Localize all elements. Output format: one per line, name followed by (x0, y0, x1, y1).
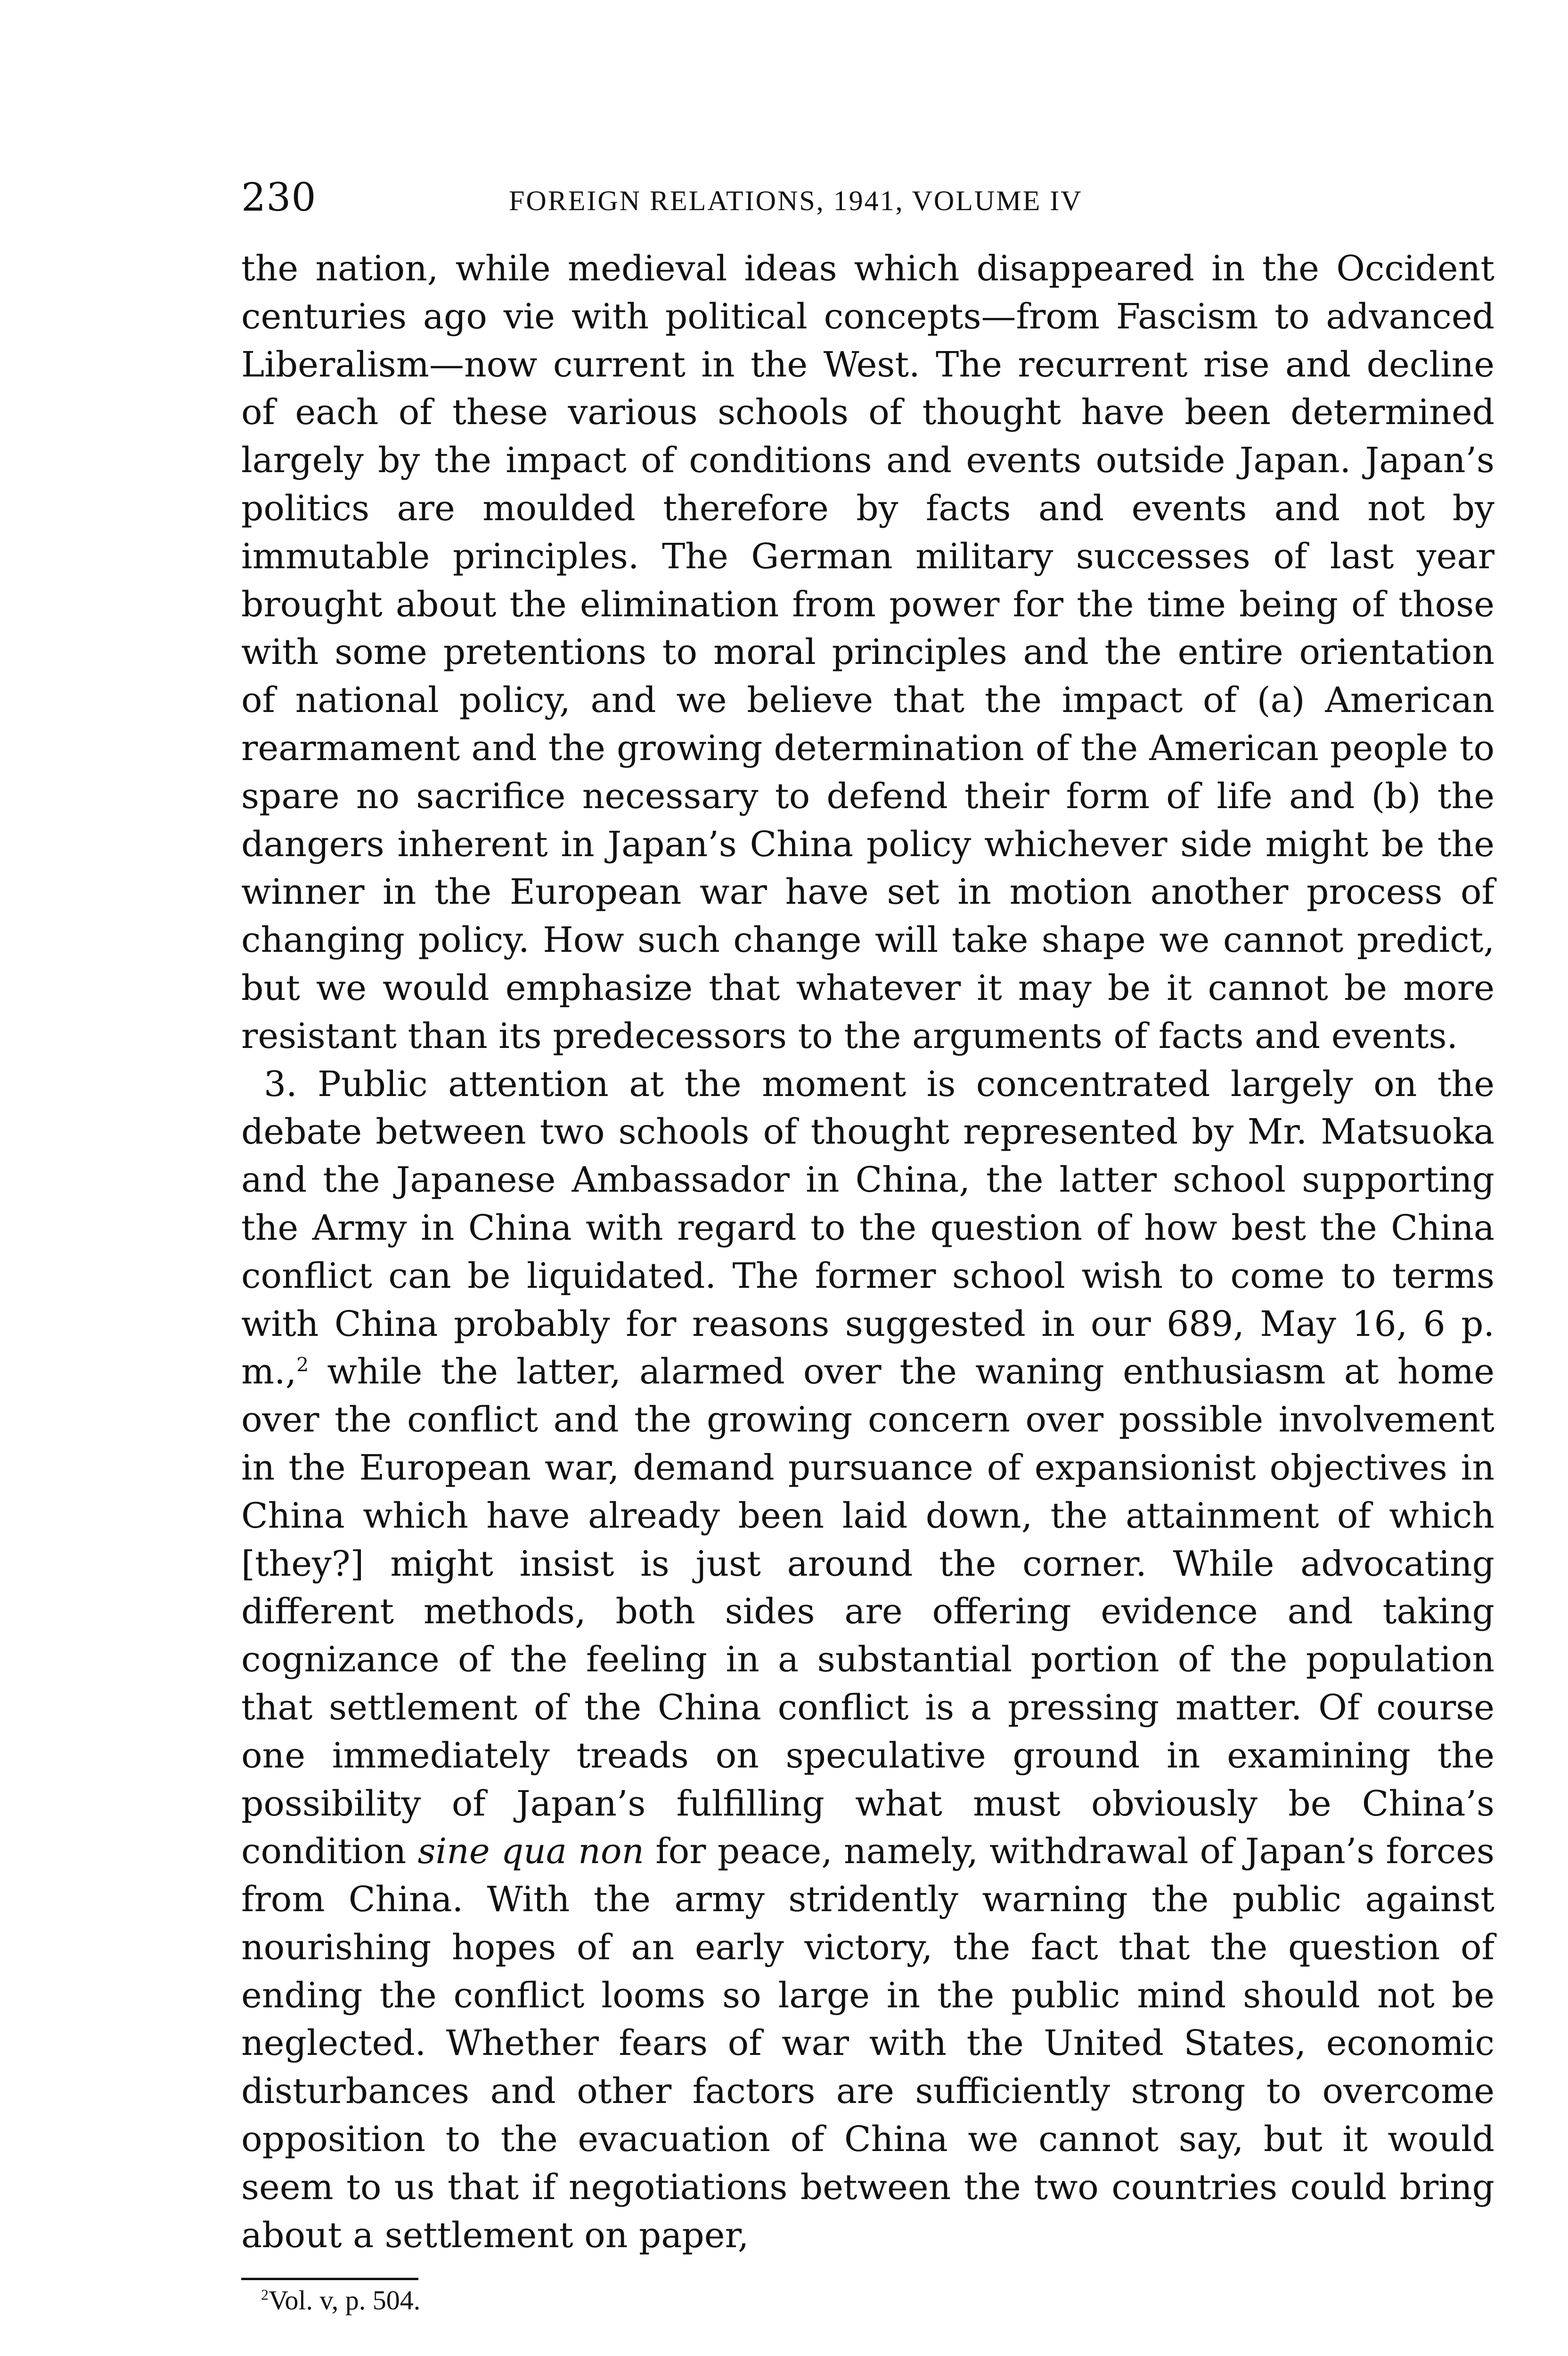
paragraph-continuation: the nation, while medieval ideas which disappeared in the Occident centuries ago vie with political concepts—from Fascism to advanced Liberalism—now current in the West. The recurrent rise and decline of each of these various schools of thought have been determined largely by the impact of conditions and events outside Japan. Japan’s politics are moulded therefore by facts and events and not by immutable principles. The German military successes of last year brought about the elimination from power for the time being of those with some pretentions to moral principles and the entire orientation of national policy, and we believe that the impact of (a) American rearmament and the growing determination of the American people to spare no sacrifice necessary to defend their form of life and (b) the dangers inherent in Japan’s China policy whichever side might be the winner in the European war have set in motion another process of changing policy. How such change will take shape we cannot predict, but we would emphasize that whatever it may be it cannot be more resistant than its predecessors to the arguments of facts and events. (241, 248, 1494, 1056)
footnote-marker: 2 (261, 2286, 269, 2303)
running-head: FOREIGN RELATIONS, 1941, VOLUME IV (509, 185, 1083, 216)
footnote-text: Vol. v, p. 504. (268, 2285, 421, 2315)
footnote (261, 2284, 420, 2316)
paragraph-3-text-start: 3. Public attention at the moment is concentrated largely on the debate between two schools of thought represented by Mr. Matsuoka and the Japanese Ambassador in China, the latter school supporting the Army in China with regard to the question of how best the China conflict can be liquidated. The former school wish to come to terms with China probably for reasons suggested in our 689, May 16, 6 p. m., (241, 1063, 1494, 1392)
paragraph-3 (241, 1061, 1494, 2260)
main-text (241, 245, 1494, 2259)
page-number: 230 (241, 175, 317, 220)
footnote-reference: 2 (296, 1353, 309, 1376)
paragraph-3-text-middle: while the latter, alarmed over the waning enthusiasm at home over the conflict and the growing concern over possible involvement in the European war, demand pursuance of expansionist objectives in China which have already been laid down, the attainment of which [they?] might insist is just around the corner. While advocating different methods, both sides are offering evidence and taking cognizance of the feeling in a substantial portion of the population that settlement of the China conflict is a pressing matter. Of course one immediately treads on speculative ground in examining the possibility of Japan’s fulfilling what must obviously be China’s condition (241, 1351, 1494, 1872)
footnote-divider (241, 2278, 418, 2280)
italic-phrase: sine qua non (417, 1831, 645, 1872)
paragraph-3-text-end: for peace, namely, withdrawal of Japan’s forces from China. With the army stridently warning the public against nourishing hopes of an early victory, the fact that the question of ending the conflict looms so large in the public mind should not be neglected. Whether fears of war with the United States, economic disturbances and other factors are sufficiently strong to overcome opposition to the evacuation of China we cannot say, but it would seem to us that if negotiations between the two countries could bring about a settlement on paper, (241, 1831, 1494, 2256)
